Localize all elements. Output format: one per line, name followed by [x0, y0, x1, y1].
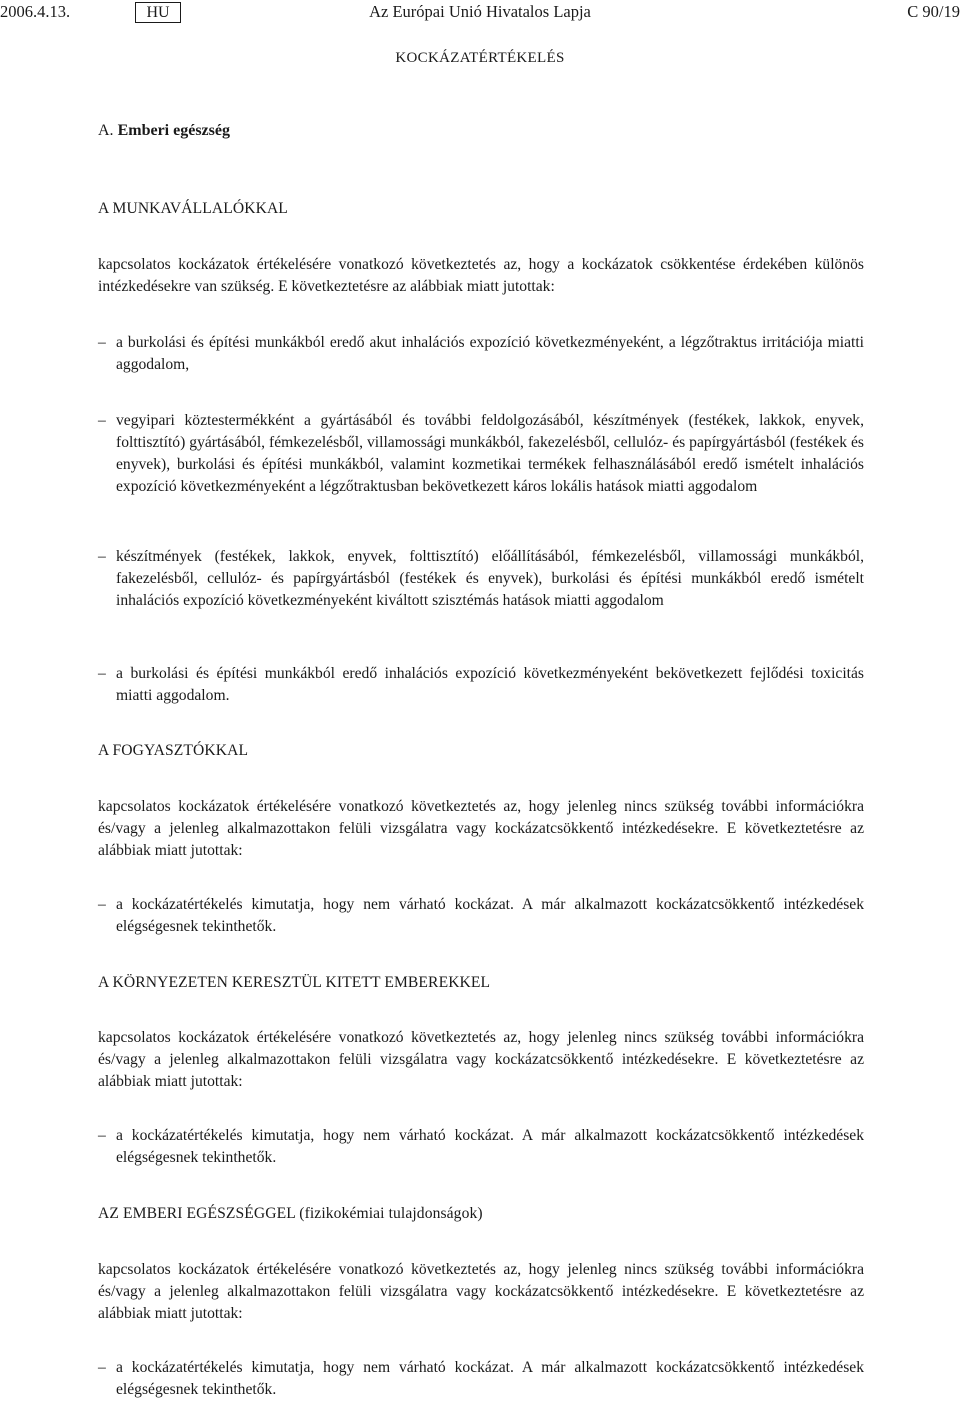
dash-bullet: –: [98, 334, 106, 351]
workers-intro: kapcsolatos kockázatok értékelésére vonatkozó következtetés az, hogy a kockázatok csökkentése érdekében különös intézkedésekre van szükség. E következtetésre az alábbiak miatt jutottak:: [98, 256, 864, 295]
list-item-text: a kockázatértékelés kimutatja, hogy nem várható kockázat. A már alkalmazott kockázatcsökkentő intézkedések elégségesnek tekinthetők.: [116, 1359, 864, 1398]
list-item-text: a burkolási és építési munkákból eredő inhalációs expozíció következményeként bekövetkezett fejlődési toxicitás miatti aggodalom.: [116, 665, 864, 704]
consumers-heading: A FOGYASZTÓKKAL: [98, 742, 249, 759]
list-item: [98, 894, 864, 938]
environment-heading: A KÖRNYEZETEN KERESZTÜL KITETT EMBEREKKEL: [98, 974, 491, 991]
workers-heading: A MUNKAVÁLLALÓKKAL: [98, 200, 288, 217]
dash-bullet: –: [98, 1127, 106, 1144]
section-letter: A.: [98, 122, 114, 139]
list-item-text: készítmények (festékek, lakkok, enyvek, folttisztító) előállításából, fémkezelésből, villamossági munkákból, fakezelésből, cellulóz- és papírgyártásból (festékek és enyvek), burkolási és építési munkákból eredő ismételt inhalációs expozíció következményeként kiváltott szisztémás hatások miatti aggodalom: [116, 548, 864, 609]
dash-bullet: –: [98, 665, 106, 682]
section-heading: [98, 120, 230, 142]
physchem-heading: AZ EMBERI EGÉSZSÉGGEL (fizikokémiai tulajdonságok): [98, 1205, 483, 1222]
list-item-text: a kockázatértékelés kimutatja, hogy nem várható kockázat. A már alkalmazott kockázatcsökkentő intézkedések elégségesnek tekinthetők.: [116, 1127, 864, 1166]
environment-intro: kapcsolatos kockázatok értékelésére vonatkozó következtetés az, hogy jelenleg nincs szükség további információkra és/vagy a jelenleg alkalmazottakon felüli vizsgálatra vagy kockázatcsökkentő intézkedésekre. E következtetésre az alábbiak miatt jutottak:: [98, 1029, 864, 1090]
publication-date: 2006.4.13.: [0, 2, 71, 21]
dash-bullet: –: [98, 548, 106, 565]
list-item: [98, 1357, 864, 1401]
page-header: [0, 1, 960, 25]
physchem-intro: kapcsolatos kockázatok értékelésére vonatkozó következtetés az, hogy jelenleg nincs szükség további információkra és/vagy a jelenleg alkalmazottakon felüli vizsgálatra vagy kockázatcsökkentő intézkedésekre. E következtetésre az alábbiak miatt jutottak:: [98, 1261, 864, 1322]
list-item-text: vegyipari köztestermékként a gyártásából és további feldolgozásából, készítmények (festékek, lakkok, enyvek, folttisztító) gyártásából, fémkezelésből, villamossági munkákból, fakezelésből, cellulóz- és papírgyártásból (festékek és enyvek), burkolási és építési munkákból, valamint kozmetikai termékek felhasználásából eredő ismételt inhalációs expozíció következményeként a légzőtraktusban bekövetkezett káros lokális hatások miatti aggodalom: [116, 412, 864, 495]
list-item: [98, 663, 864, 707]
document-title: KOCKÁZATÉRTÉKELÉS: [395, 50, 565, 66]
consumers-intro: kapcsolatos kockázatok értékelésére vonatkozó következtetés az, hogy jelenleg nincs szükség további információkra és/vagy a jelenleg alkalmazottakon felüli vizsgálatra vagy kockázatcsökkentő intézkedésekre. E következtetésre az alábbiak miatt jutottak:: [98, 798, 864, 859]
list-item: [98, 546, 864, 612]
list-item-text: a burkolási és építési munkákból eredő akut inhalációs expozíció következményeként, a légzőtraktus irritációja miatti aggodalom,: [116, 334, 864, 373]
dash-bullet: –: [98, 412, 106, 429]
page-reference: C 90/19: [907, 2, 960, 21]
journal-title: Az Európai Unió Hivatalos Lapja: [369, 2, 591, 21]
list-item: [98, 1125, 864, 1169]
list-item: [98, 332, 864, 376]
language-badge: HU: [135, 2, 181, 23]
dash-bullet: –: [98, 1359, 106, 1376]
list-item: [98, 410, 864, 498]
dash-bullet: –: [98, 896, 106, 913]
section-name: Emberi egészség: [117, 122, 230, 139]
list-item-text: a kockázatértékelés kimutatja, hogy nem várható kockázat. A már alkalmazott kockázatcsökkentő intézkedések elégségesnek tekinthetők.: [116, 896, 864, 935]
